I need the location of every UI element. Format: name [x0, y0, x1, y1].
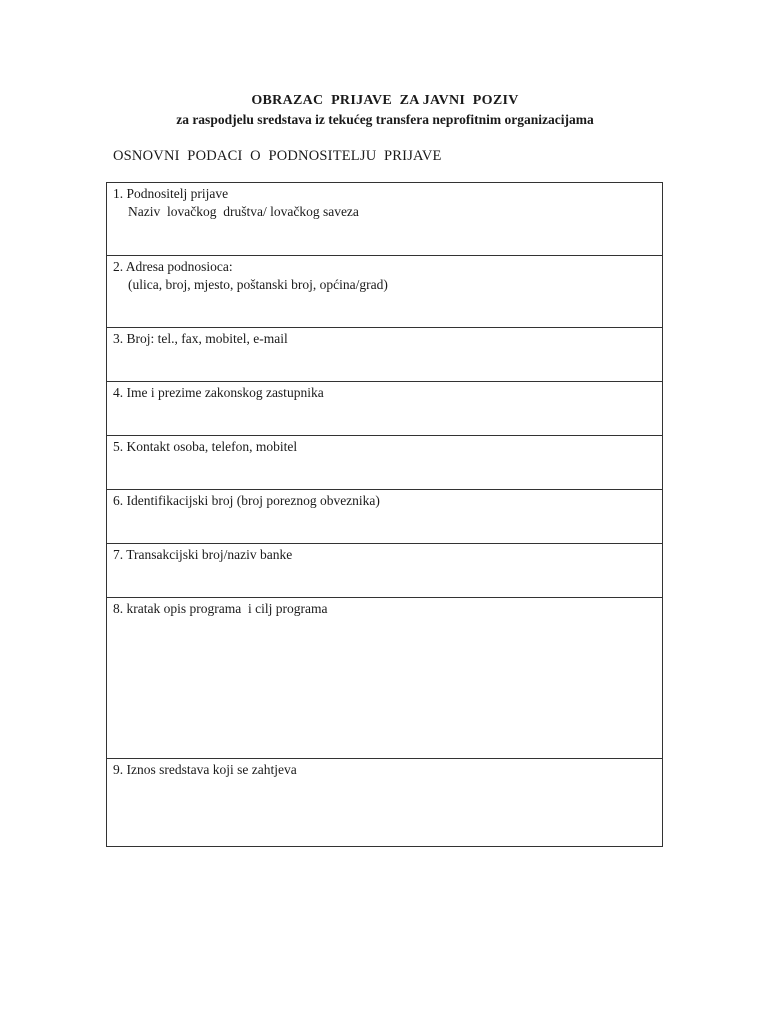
- field-bank-account[interactable]: [107, 543, 662, 597]
- field-requested-amount[interactable]: [107, 758, 662, 846]
- field-applicant-address[interactable]: [107, 255, 662, 327]
- form-subtitle: za raspodjelu sredstava iz tekućeg transfera neprofitnim organizacijama: [176, 112, 594, 127]
- field-label: 2. Adresa podnosioca:: [113, 259, 233, 274]
- field-tax-id[interactable]: [107, 489, 662, 543]
- field-legal-representative[interactable]: [107, 381, 662, 435]
- field-program-description[interactable]: [107, 597, 662, 758]
- field-label: 1. Podnositelj prijave: [113, 186, 229, 201]
- field-label: 9. Iznos sredstava koji se zahtjeva: [113, 762, 297, 777]
- field-contact-person[interactable]: [107, 435, 662, 489]
- field-contact-numbers[interactable]: [107, 327, 662, 381]
- field-label: 5. Kontakt osoba, telefon, mobitel: [113, 439, 298, 454]
- applicant-form-table: [106, 182, 663, 847]
- field-applicant-name[interactable]: [107, 183, 662, 255]
- form-title: OBRAZAC PRIJAVE ZA JAVNI POZIV: [251, 93, 519, 108]
- field-label: 3. Broj: tel., fax, mobitel, e-mail: [113, 331, 288, 346]
- field-label: 7. Transakcijski broj/naziv banke: [113, 547, 293, 562]
- field-label: 4. Ime i prezime zakonskog zastupnika: [113, 385, 324, 400]
- field-label: 6. Identifikacijski broj (broj poreznog obveznika): [113, 493, 380, 508]
- section-heading: OSNOVNI PODACI O PODNOSITELJU PRIJAVE: [113, 148, 442, 164]
- field-label: 8. kratak opis programa i cilj programa: [113, 601, 328, 616]
- field-sublabel: (ulica, broj, mjesto, poštanski broj, općina/grad): [128, 277, 388, 292]
- field-sublabel: Naziv lovačkog društva/ lovačkog saveza: [128, 204, 359, 219]
